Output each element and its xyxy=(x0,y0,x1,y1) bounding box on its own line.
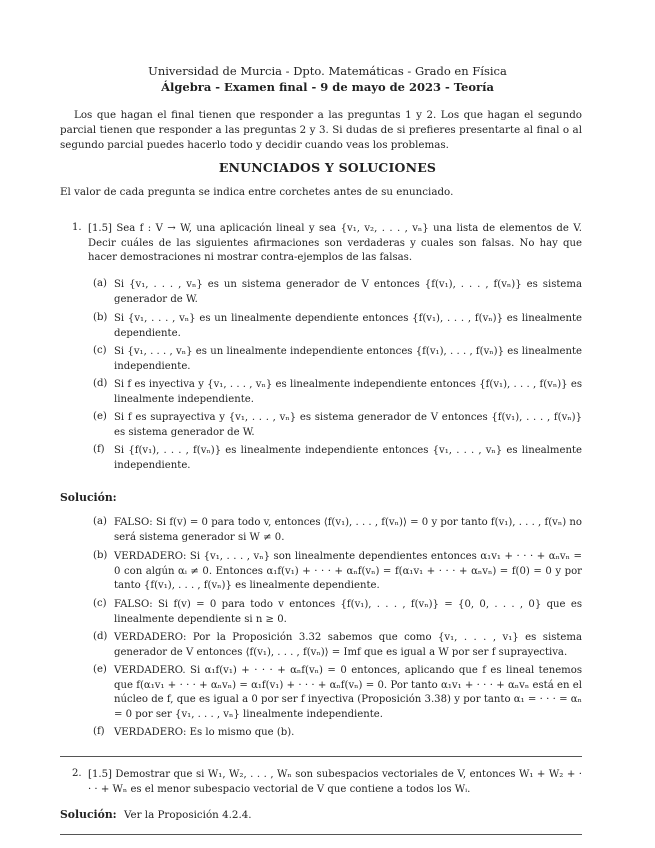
q1-item-label: (d) xyxy=(93,378,108,389)
q1-item-text: Si {f(v₁), . . . , f(vₙ)} es linealmente independiente entonces {v₁, . . . , vₙ} es linealmente independiente. xyxy=(114,445,582,471)
s1-item-text: VERDADERO. Si α₁f(v₁) + · · · + αₙf(vₙ) = 0 entonces, aplicando que f es lineal tenemos que f(α₁v₁ + · · · + αₙvₙ) = α₁f(v₁) + · · · + αₙf(vₙ) = 0. Por tanto α₁v₁ + · · · + αₙvₙ está en el núcleo de f, que es igual a 0 por ser f inyectiva (Proposición 3.38) y por tanto α₁ = · · · = αₙ = 0 por ser {v₁, . . . , vₙ} linealmente independiente. xyxy=(114,665,582,720)
s1-item-label: (c) xyxy=(93,598,107,609)
points-note: El valor de cada pregunta se indica entre corchetes antes de su enunciado. xyxy=(60,186,454,198)
q1-item-text: Si {v₁, . . . , vₙ} es un linealmente independiente entonces {f(v₁), . . . , f(vₙ)} es linealmente independiente. xyxy=(114,346,582,372)
s1-item-text: VERDADERO: Por la Proposición 3.32 sabemos que como {v₁, . . . , v₁} es sistema generador de V entonces ⟨f(v₁), . . . , f(vₙ)⟩ = Imf que es igual a W por ser f suprayectiva. xyxy=(114,632,582,658)
q1-item-label: (c) xyxy=(93,345,107,356)
s1-item-label: (e) xyxy=(93,664,107,675)
solution-2-text: Ver la Proposición 4.2.4. xyxy=(124,809,252,821)
q1-item-label: (b) xyxy=(93,312,108,323)
question-1-number: 1. xyxy=(72,222,82,233)
question-1-text: [1.5] Sea f : V → W, una aplicación lineal y sea {v₁, v₂, . . . , vₙ} una lista de elementos de V. Decir cuáles de las siguientes afirmaciones son verdaderas y cuales son falsas. No hay que hacer demostraciones ni mostrar contra-ejemplos de las falsas. xyxy=(88,223,582,263)
q1-item-text: Si {v₁, . . . , vₙ} es un sistema generador de V entonces {f(v₁), . . . , f(vₙ)} es sistema generador de W. xyxy=(114,279,582,305)
s1-item-text: FALSO: Si f(v) = 0 para todo v entonces {f(v₁), . . . , f(vₙ)} = {0, 0, . . . , 0} que es linealmente dependiente si n ≥ 0. xyxy=(114,599,582,625)
question-2-text: [1.5] Demostrar que si W₁, W₂, . . . , Wₙ son subespacios vectoriales de V, entonces W₁ + W₂ + · · · + Wₙ es el menor subespacio vectorial de V que contiene a todos los Wᵢ. xyxy=(88,769,582,795)
q1-item-text: Si f es suprayectiva y {v₁, . . . , vₙ} es sistema generador de V entonces {f(v₁), . . . , f(vₙ)} es sistema generador de W. xyxy=(114,412,582,438)
s1-item-label: (a) xyxy=(93,516,107,527)
q1-item-text: Si {v₁, . . . , vₙ} es un linealmente dependiente entonces {f(v₁), . . . , f(vₙ)} es linealmente dependiente. xyxy=(114,313,582,339)
institution-header: Universidad de Murcia - Dpto. Matemáticas - Grado en Física xyxy=(148,64,507,78)
solution-2-heading: Solución: xyxy=(60,808,117,821)
s1-item-text: VERDADERO: Si {v₁, . . . , vₙ} son linealmente dependientes entonces α₁v₁ + · · · + αₙvₙ = 0 con algún αᵢ ≠ 0. Entonces α₁f(v₁) + · · · + αₙf(vₙ) = f(α₁v₁ + · · · + αₙvₙ) = f(0) = 0 y por tanto {f(v₁), . . . , f(vₙ)} es linealmente dependiente. xyxy=(114,551,582,591)
q1-item-label: (f) xyxy=(93,444,105,455)
q1-item-label: (a) xyxy=(93,278,107,289)
s1-item-text: VERDADERO: Es lo mismo que (b). xyxy=(114,727,295,738)
question-2-number: 2. xyxy=(72,768,82,779)
q1-item-label: (e) xyxy=(93,411,107,422)
section-title: ENUNCIADOS Y SOLUCIONES xyxy=(218,160,437,175)
s1-item-label: (d) xyxy=(93,631,108,642)
divider-rule xyxy=(60,834,582,835)
exam-title: Álgebra - Examen final - 9 de mayo de 2023 - Teoría xyxy=(161,80,494,94)
intro-paragraph: Los que hagan el final tienen que responder a las preguntas 1 y 2. Los que hagan el segundo parcial tienen que responder a las preguntas 2 y 3. Si dudas de si prefieres presentarte al final o al segundo parcial puedes hacerlo todo y decidir cuando veas los problemas. xyxy=(60,109,582,151)
s1-item-label: (b) xyxy=(93,550,108,561)
q1-item-text: Si f es inyectiva y {v₁, . . . , vₙ} es linealmente independiente entonces {f(v₁), . . . , f(vₙ)} es linealmente independiente. xyxy=(114,379,582,405)
s1-item-text: FALSO: Si f(v) = 0 para todo v, entonces ⟨f(v₁), . . . , f(vₙ)⟩ = 0 y por tanto f(v₁), . . . , f(vₙ) no será sistema generador si W ≠ 0. xyxy=(114,517,582,543)
divider-rule xyxy=(60,756,582,757)
solution-1-heading: Solución: xyxy=(60,491,117,504)
s1-item-label: (f) xyxy=(93,726,105,737)
